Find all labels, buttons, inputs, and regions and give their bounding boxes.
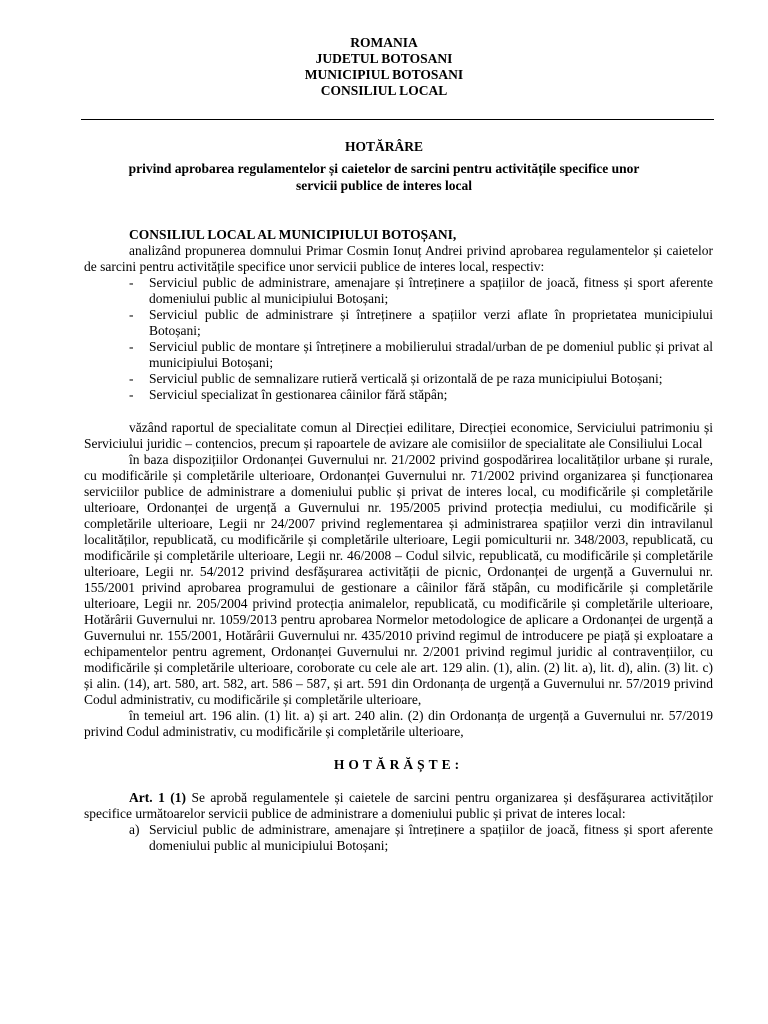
header-municipality: MUNICIPIUL BOTOSANI [304,67,464,82]
list-marker: a) [129,822,140,837]
document-body [84,227,713,854]
subtitle-line-1: privind aprobarea regulamentelor și caietelor de sarcini pentru activitățile specifice unor [128,161,640,176]
services-list [84,275,713,403]
decides-heading: HOTĂRĂȘTE: [333,757,464,772]
article-1-label: Art. 1 (1) [129,790,187,805]
list-item: - Serviciul public de semnalizare rutieră verticală și orizontală de pe raza municipiului Botoșani; [129,371,713,387]
list-item: - Serviciul specializat în gestionarea câinilor fără stăpân; [129,387,713,403]
header-county: JUDETUL BOTOSANI [315,51,453,66]
list-item: - Serviciul public de montare și întreținere a mobilierului stradal/urban de pe domeniul public și privat al municipiului Botoșani; [129,339,713,371]
document-title: HOTĂRÂRE [344,139,423,154]
header-council: CONSILIUL LOCAL [320,83,448,98]
header-country: ROMANIA [350,35,418,50]
report-paragraph: văzând raportul de specialitate comun al Direcției edilitare, Direcției economice, Serviciului patrimoniu și Serviciului juridic – contencios, precum și rapoartele de avizare ale comisiilor de specialitate ale Consiliului Local [84,420,713,451]
list-item [129,822,713,854]
document-subtitle [0,160,768,194]
article-1-text: Se aprobă regulamentele și caietele de sarcini pentru organizarea și desfășurarea activităților specifice următoarelor servicii publice de administrare a domeniului public și privat de interes local: [84,790,713,821]
subtitle-line-2: servicii publice de interes local [296,178,472,193]
list-item: - Serviciul public de administrare, amenajare și întreținere a spațiilor de joacă, fitness și sport aferente domeniului public al municipiului Botoșani; [129,275,713,307]
list-item-text: Serviciul public de administrare, amenajare și întreținere a spațiilor de joacă, fitness și sport aferente domeniului public al municipiului Botoșani; [149,822,713,853]
list-item: - Serviciul public de administrare și întreținere a spațiilor verzi aflate în proprietatea municipiului Botoșani; [129,307,713,339]
intro-paragraph: analizând propunerea domnului Primar Cosmin Ionuț Andrei privind aprobarea regulamentelor și caietelor de sarcini pentru activitățile specifice unor servicii publice de interes local, respectiv: [84,243,713,274]
article-1-list [84,822,713,854]
legal-basis-paragraph: în baza dispozițiilor Ordonanței Guvernului nr. 21/2002 privind gospodărirea localităților urbane și rurale, cu modificările și completările ulterioare, Ordonanței Guvernului nr. 71/2002 privind organizarea și funcționarea serviciilor publice de administrare a domeniului public și privat de interes local, cu modificările și completările ulterioare, Ordonanței de urgență a Guvernului nr. 195/2005 privind protecția mediului, cu modificările și completările ulterioare, Legii nr 24/2007 privind reglementarea și administrarea spațiilor verzi din intravilanul localităților, republicată, cu modificările și completările ulterioare, Legii pomiculturii nr. 348/2003, republicată, cu modificările și completările ulterioare, Legii nr. 46/2008 – Codul silvic, republicată, cu modificările și completările ulterioare, Legii nr. 54/2012 privind desfășurarea activității de picnic, Ordonanței de urgență a Guvernului nr. 155/2001 privind aprobarea programului de gestionare a câinilor fără stăpân, cu modificările și completările ulterioare, Legii nr. 205/2004 privind protecția animalelor, republicată, cu modificările și completările ulterioare, Hotărârii Guvernului nr. 1059/2013 pentru aprobarea Normelor metodologice de aplicare a Ordonanței de urgență a Guvernului nr. 155/2001, Hotărârii Guvernului nr. 435/2010 privind regimul de introducere pe piață și exploatare a echipamentelor pentru agrement, Ordonanței Guvernului nr. 2/2001 privind regimul juridic al contravențiilor, cu modificările și completările ulterioare, coroborate cu cele ale art. 129 alin. (1), alin. (2) lit. a), lit. d), alin. (3) lit. c) și alin. (14), art. 580, art. 582, art. 586 – 587, și art. 591 din Ordonanța de urgență a Guvernului nr. 57/2019 privind Codul administrativ, cu modificările și completările ulterioare, [84,452,713,707]
article-1-paragraph [84,790,713,822]
council-heading: CONSILIUL LOCAL AL MUNICIPIULUI BOTOȘANI, [129,227,457,242]
spacer [84,403,713,420]
header-divider [81,119,714,120]
document-header [0,35,768,99]
basis-article-paragraph: în temeiul art. 196 alin. (1) lit. a) și art. 240 alin. (2) din Ordonanța de urgență a Guvernului nr. 57/2019 privind Codul administrativ, cu modificările și completările ulterioare, [84,708,713,739]
